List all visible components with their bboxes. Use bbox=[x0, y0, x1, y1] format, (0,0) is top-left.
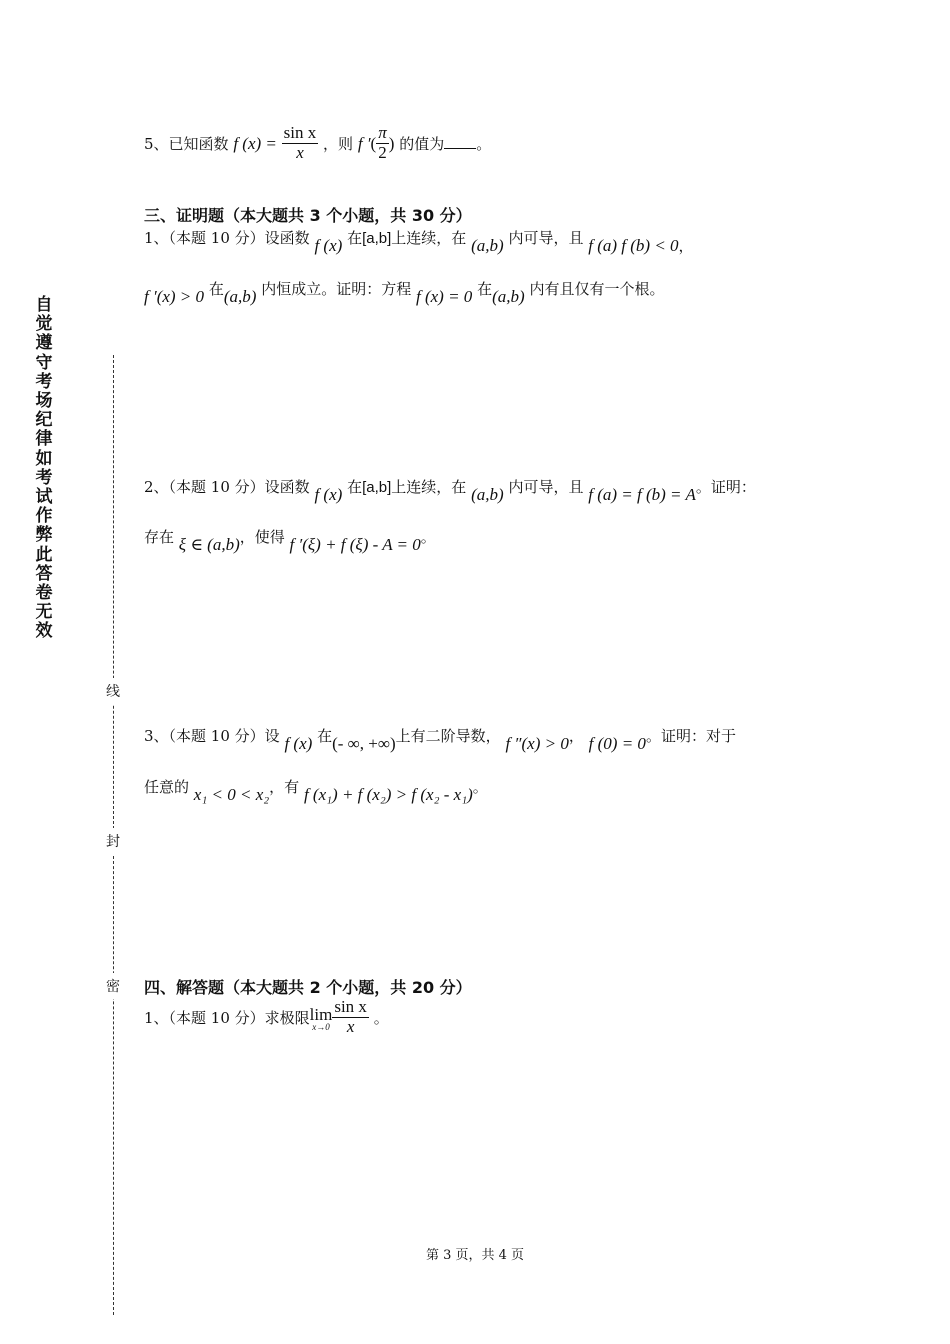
s3-q1-interval-open3: (a,b) bbox=[492, 287, 525, 306]
s3-q1-cont: 上连续，在 bbox=[391, 229, 467, 247]
s3-q2-xi: ξ ∈ (a,b) bbox=[178, 535, 240, 554]
s4-q1-frac-num: sin x bbox=[334, 997, 367, 1016]
s3-q2-equation: f ′(ξ) + f (ξ) - A = 0 bbox=[289, 535, 421, 554]
s3-q3-inequality: f (x₁) + f (x₂) > f (x₂ - x₁) bbox=[303, 785, 473, 804]
s4-q1 bbox=[144, 997, 389, 1038]
s3-q1-interval-closed: [a,b] bbox=[362, 230, 392, 247]
s3-q2-line1 bbox=[144, 478, 756, 504]
q5-frac-num: sin x bbox=[283, 123, 317, 142]
s3-q1-holds: 内恒成立。证明：方程 bbox=[261, 280, 412, 298]
q5-then: ，则 bbox=[323, 135, 354, 154]
s3-q3-lead: 3、（本题 10 分）设 bbox=[144, 727, 280, 745]
s4-q1-lim: lim bbox=[309, 1005, 333, 1025]
s3-q1-fx: f (x) bbox=[314, 236, 343, 255]
s4-q1-fraction bbox=[332, 998, 369, 1036]
s3-q3-condition-2: f (0) = 0 bbox=[588, 734, 646, 753]
s3-q2-lead: 2、（本题 10 分）设函数 bbox=[144, 478, 310, 496]
s3-q1-condition: f (a) f (b) < 0 bbox=[588, 236, 679, 255]
s3-q2-end: 。 bbox=[420, 528, 436, 546]
s3-q1-diff: 内可导，且 bbox=[508, 229, 584, 247]
s3-q1-on3: 在 bbox=[477, 280, 493, 298]
s3-q1-interval-open: (a,b) bbox=[471, 236, 504, 255]
q5-fraction bbox=[282, 124, 319, 162]
q5-frac-den: x bbox=[296, 142, 304, 162]
q5-lead: 5、已知函数 bbox=[144, 135, 229, 154]
s3-q3-end: 。 bbox=[472, 778, 488, 796]
s3-q3-have: ，有 bbox=[269, 778, 300, 796]
binding-label-seal: 封 bbox=[106, 828, 120, 854]
s3-q3-has: 上有二阶导数， bbox=[395, 727, 501, 745]
s3-q1-comma: ， bbox=[678, 237, 694, 255]
s3-q3-line2 bbox=[144, 778, 488, 804]
s3-q1-lead: 1、（本题 10 分）设函数 bbox=[144, 229, 310, 247]
q5-arg-den: 2 bbox=[378, 142, 387, 162]
q5-arg-fraction bbox=[376, 124, 389, 162]
s3-q1-root: 内有且仅有一个根。 bbox=[529, 280, 665, 298]
s3-q3-condition-1: f ″(x) > 0 bbox=[505, 734, 569, 753]
s3-q2-proof: 。证明： bbox=[695, 478, 756, 496]
s3-q2-interval-open: (a,b) bbox=[471, 485, 504, 504]
s3-q2-fx: f (x) bbox=[314, 485, 343, 504]
s4-q1-lead: 1、（本题 10 分）求极限 bbox=[144, 1009, 310, 1028]
q5-fprime: f ′ bbox=[357, 134, 371, 154]
s3-q1-line2 bbox=[144, 280, 665, 306]
exam-discipline-notice: 自觉遵守考场纪律如考试作弊此答卷无效 bbox=[35, 295, 53, 642]
q5-end: 。 bbox=[476, 135, 492, 154]
s3-q2-interval-closed: [a,b] bbox=[362, 479, 392, 496]
s3-q1-line1 bbox=[144, 229, 694, 255]
s3-q1-on2: 在 bbox=[208, 280, 224, 298]
s3-q3-range: x₁ < 0 < x₂ bbox=[193, 785, 270, 804]
s3-q2-line2 bbox=[144, 528, 436, 554]
q5-answer-blank[interactable] bbox=[444, 134, 476, 149]
s3-q2-cont: 上连续，在 bbox=[391, 478, 467, 496]
binding-label-secret: 密 bbox=[106, 973, 120, 999]
binding-label-line: 线 bbox=[106, 678, 120, 704]
q5-function: f (x) = bbox=[233, 134, 277, 154]
s3-q2-diff: 内可导，且 bbox=[508, 478, 584, 496]
s3-q2-condition: f (a) = f (b) = A bbox=[588, 485, 696, 504]
page-footer: 第 3 页，共 4 页 bbox=[425, 1248, 525, 1263]
section-4-title: 四、解答题（本大题共 2 个小题，共 20 分） bbox=[144, 978, 472, 997]
s3-q2-on: 在 bbox=[347, 478, 363, 496]
s3-q1-fprime: f ′(x) > 0 bbox=[144, 287, 205, 306]
q5-tail: 的值为 bbox=[399, 135, 445, 154]
s3-q1-on: 在 bbox=[347, 229, 363, 247]
s4-q1-lim-sub: x→0 bbox=[312, 1022, 330, 1033]
q5-arg-num: π bbox=[378, 123, 387, 142]
s3-q3-on: 在 bbox=[317, 727, 333, 745]
s3-q2-such: ，使得 bbox=[239, 528, 285, 546]
s3-q3-any: 任意的 bbox=[144, 778, 190, 796]
s4-q1-end: 。 bbox=[373, 1009, 389, 1028]
s3-q2-exists: 存在 bbox=[144, 528, 175, 546]
s3-q3-comma: ， bbox=[568, 727, 584, 745]
s3-q3-fx: f (x) bbox=[284, 734, 313, 753]
s4-q1-limit bbox=[310, 1006, 333, 1032]
s3-q1-interval-open2: (a,b) bbox=[223, 287, 257, 306]
s3-q3-interval: (- ∞, +∞) bbox=[332, 734, 396, 753]
s3-q3-line1 bbox=[144, 727, 736, 753]
question-5: 5、已知函数 f (x) = $\frac{\text{sin x}}{x}$ ，则 f ′( $\frac{\pi}{2}$ ) 的值为 。 bbox=[144, 123, 492, 162]
section-3-title: 三、证明题（本大题共 3 个小题，共 30 分） bbox=[144, 206, 472, 225]
s4-q1-frac-den: x bbox=[346, 1016, 355, 1036]
s3-q3-proof: 。证明：对于 bbox=[645, 727, 736, 745]
s3-q1-equation: f (x) = 0 bbox=[415, 287, 473, 306]
